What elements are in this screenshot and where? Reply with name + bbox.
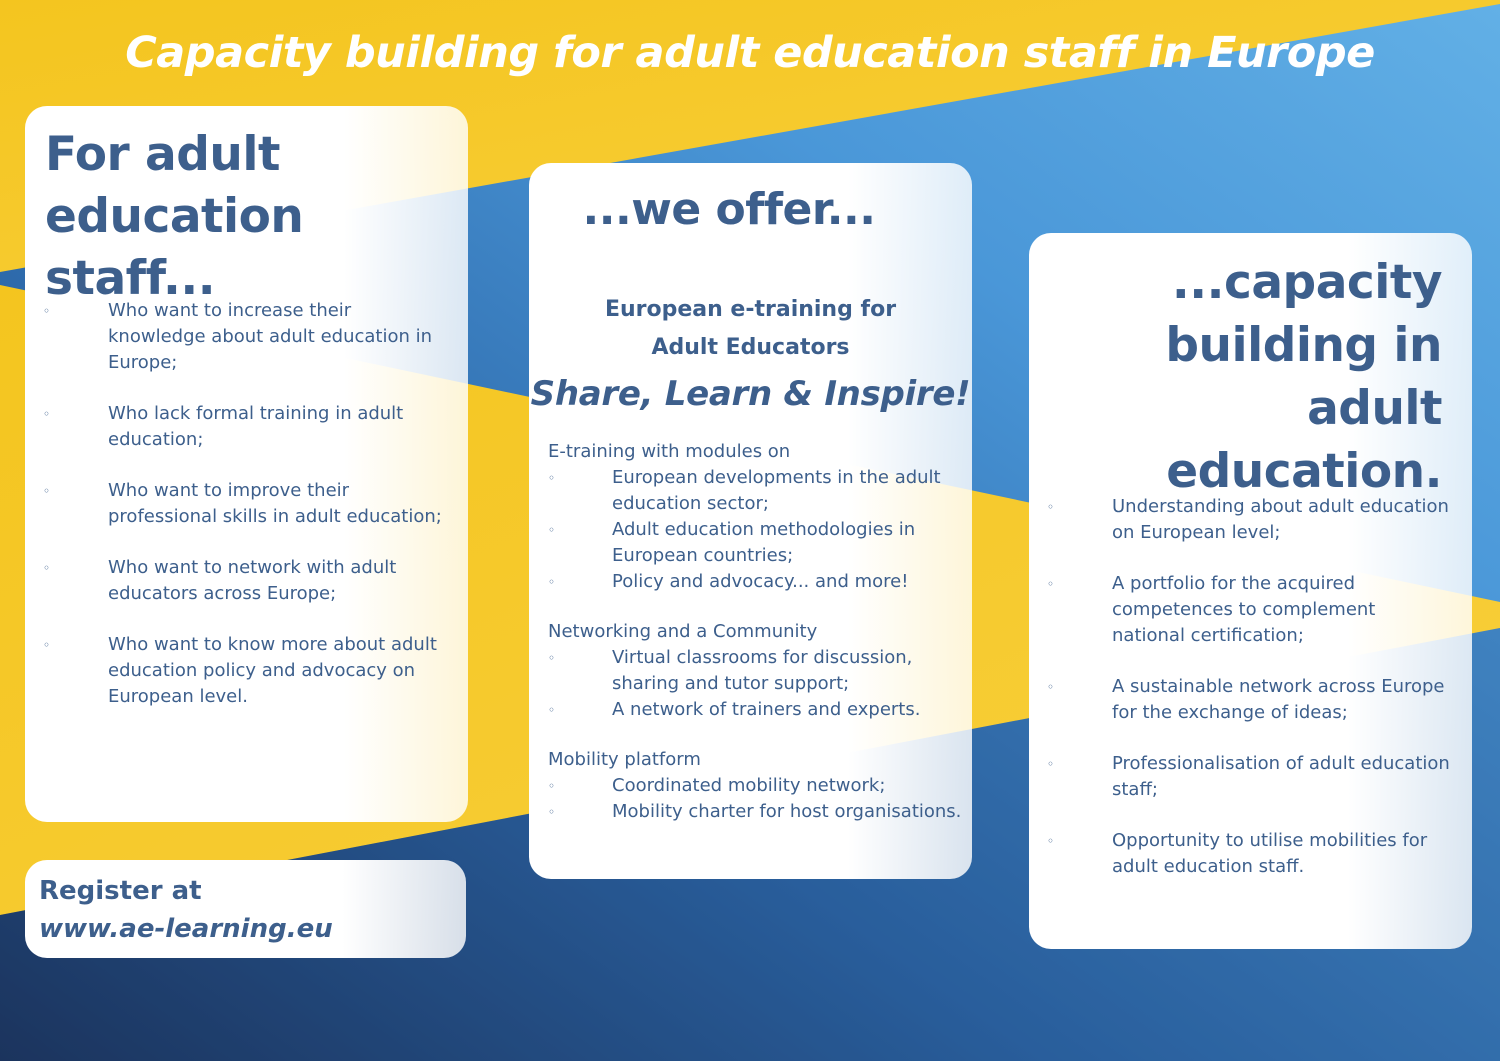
- offer-card: [529, 163, 972, 879]
- bullet-icon: ◦: [43, 561, 51, 575]
- outcomes-heading-line1: ...capacity: [1171, 255, 1442, 310]
- list-item: ◦ A portfolio for the acquired competences to complement national certification;: [1047, 573, 1376, 646]
- bullet-icon: ◦: [1047, 680, 1055, 694]
- bullet-icon: ◦: [548, 805, 556, 819]
- bullet-icon: ◦: [1047, 500, 1055, 514]
- list-item: ◦ Who want to increase their knowledge about adult education in Europe;: [43, 300, 433, 373]
- bullet-icon: ◦: [548, 523, 556, 537]
- outcomes-heading: [1029, 251, 1442, 503]
- section-title: E-training with modules on: [548, 441, 791, 462]
- bullet-icon: ◦: [548, 779, 556, 793]
- etraining-title-line1: European e-training for: [604, 297, 897, 322]
- list-item: ◦ A network of trainers and experts.: [548, 697, 963, 723]
- audience-heading: [45, 124, 468, 310]
- outcomes-card: [1029, 233, 1472, 949]
- section-title: Networking and a Community: [548, 621, 818, 642]
- audience-heading-line2: education staff...: [45, 189, 304, 306]
- offer-heading: ...we offer...: [582, 184, 876, 235]
- list-item: ◦ Who lack formal training in adult education;: [43, 403, 404, 450]
- list-item: ◦ Policy and advocacy... and more!: [548, 569, 963, 595]
- list-item: ◦ Who want to know more about adult education policy and advocacy on European level.: [43, 634, 437, 707]
- bullet-icon: ◦: [1047, 577, 1055, 591]
- list-item: ◦ European developments in the adult education sector;: [548, 467, 941, 514]
- section-list: [548, 645, 963, 723]
- list-item: ◦ Who want to network with adult educators across Europe;: [43, 557, 397, 604]
- register-url: www.ae-learning.eu: [39, 914, 333, 944]
- register-card: [25, 860, 466, 958]
- section-list: [548, 465, 963, 595]
- audience-card: [25, 106, 468, 822]
- bullet-icon: ◦: [548, 575, 556, 589]
- list-item: ◦ Mobility charter for host organisations.: [548, 799, 963, 825]
- audience-list: [25, 298, 468, 735]
- list-item: ◦ Understanding about adult education on European level;: [1047, 496, 1449, 543]
- section-mobility: [548, 747, 963, 825]
- register-label: Register at: [39, 876, 202, 906]
- list-item: ◦ Professionalisation of adult education staff;: [1047, 753, 1450, 800]
- list-item: ◦ Coordinated mobility network;: [548, 773, 963, 799]
- bullet-icon: ◦: [43, 484, 51, 498]
- bullet-icon: ◦: [1047, 757, 1055, 771]
- etraining-title-line2: Adult Educators: [651, 335, 850, 360]
- list-item: ◦ Adult education methodologies in European countries;: [548, 519, 916, 566]
- bullet-icon: ◦: [43, 638, 51, 652]
- list-item: ◦ Who want to improve their professional skills in adult education;: [43, 480, 442, 527]
- section-networking: [548, 619, 963, 723]
- list-item: ◦ Virtual classrooms for discussion, sharing and tutor support;: [548, 647, 913, 694]
- bullet-icon: ◦: [548, 471, 556, 485]
- bullet-icon: ◦: [1047, 834, 1055, 848]
- bullet-icon: ◦: [548, 703, 556, 717]
- bullet-icon: ◦: [43, 407, 51, 421]
- section-list: [548, 773, 963, 825]
- section-title: Mobility platform: [548, 749, 701, 770]
- outcomes-list: [1029, 494, 1472, 905]
- audience-heading-line1: For adult: [45, 127, 280, 182]
- list-item: ◦ A sustainable network across Europe for the exchange of ideas;: [1047, 676, 1445, 723]
- page-headline: Capacity building for adult education staff in Europe: [125, 28, 1375, 78]
- outcomes-heading-line2: building in: [1165, 318, 1442, 373]
- bullet-icon: ◦: [548, 651, 556, 665]
- bullet-icon: ◦: [43, 304, 51, 318]
- section-etraining: [548, 439, 963, 595]
- list-item: ◦ Opportunity to utilise mobilities for adult education staff.: [1047, 830, 1428, 877]
- slogan: Share, Learn & Inspire!: [530, 374, 971, 414]
- outcomes-heading-line3: adult education.: [1166, 381, 1442, 499]
